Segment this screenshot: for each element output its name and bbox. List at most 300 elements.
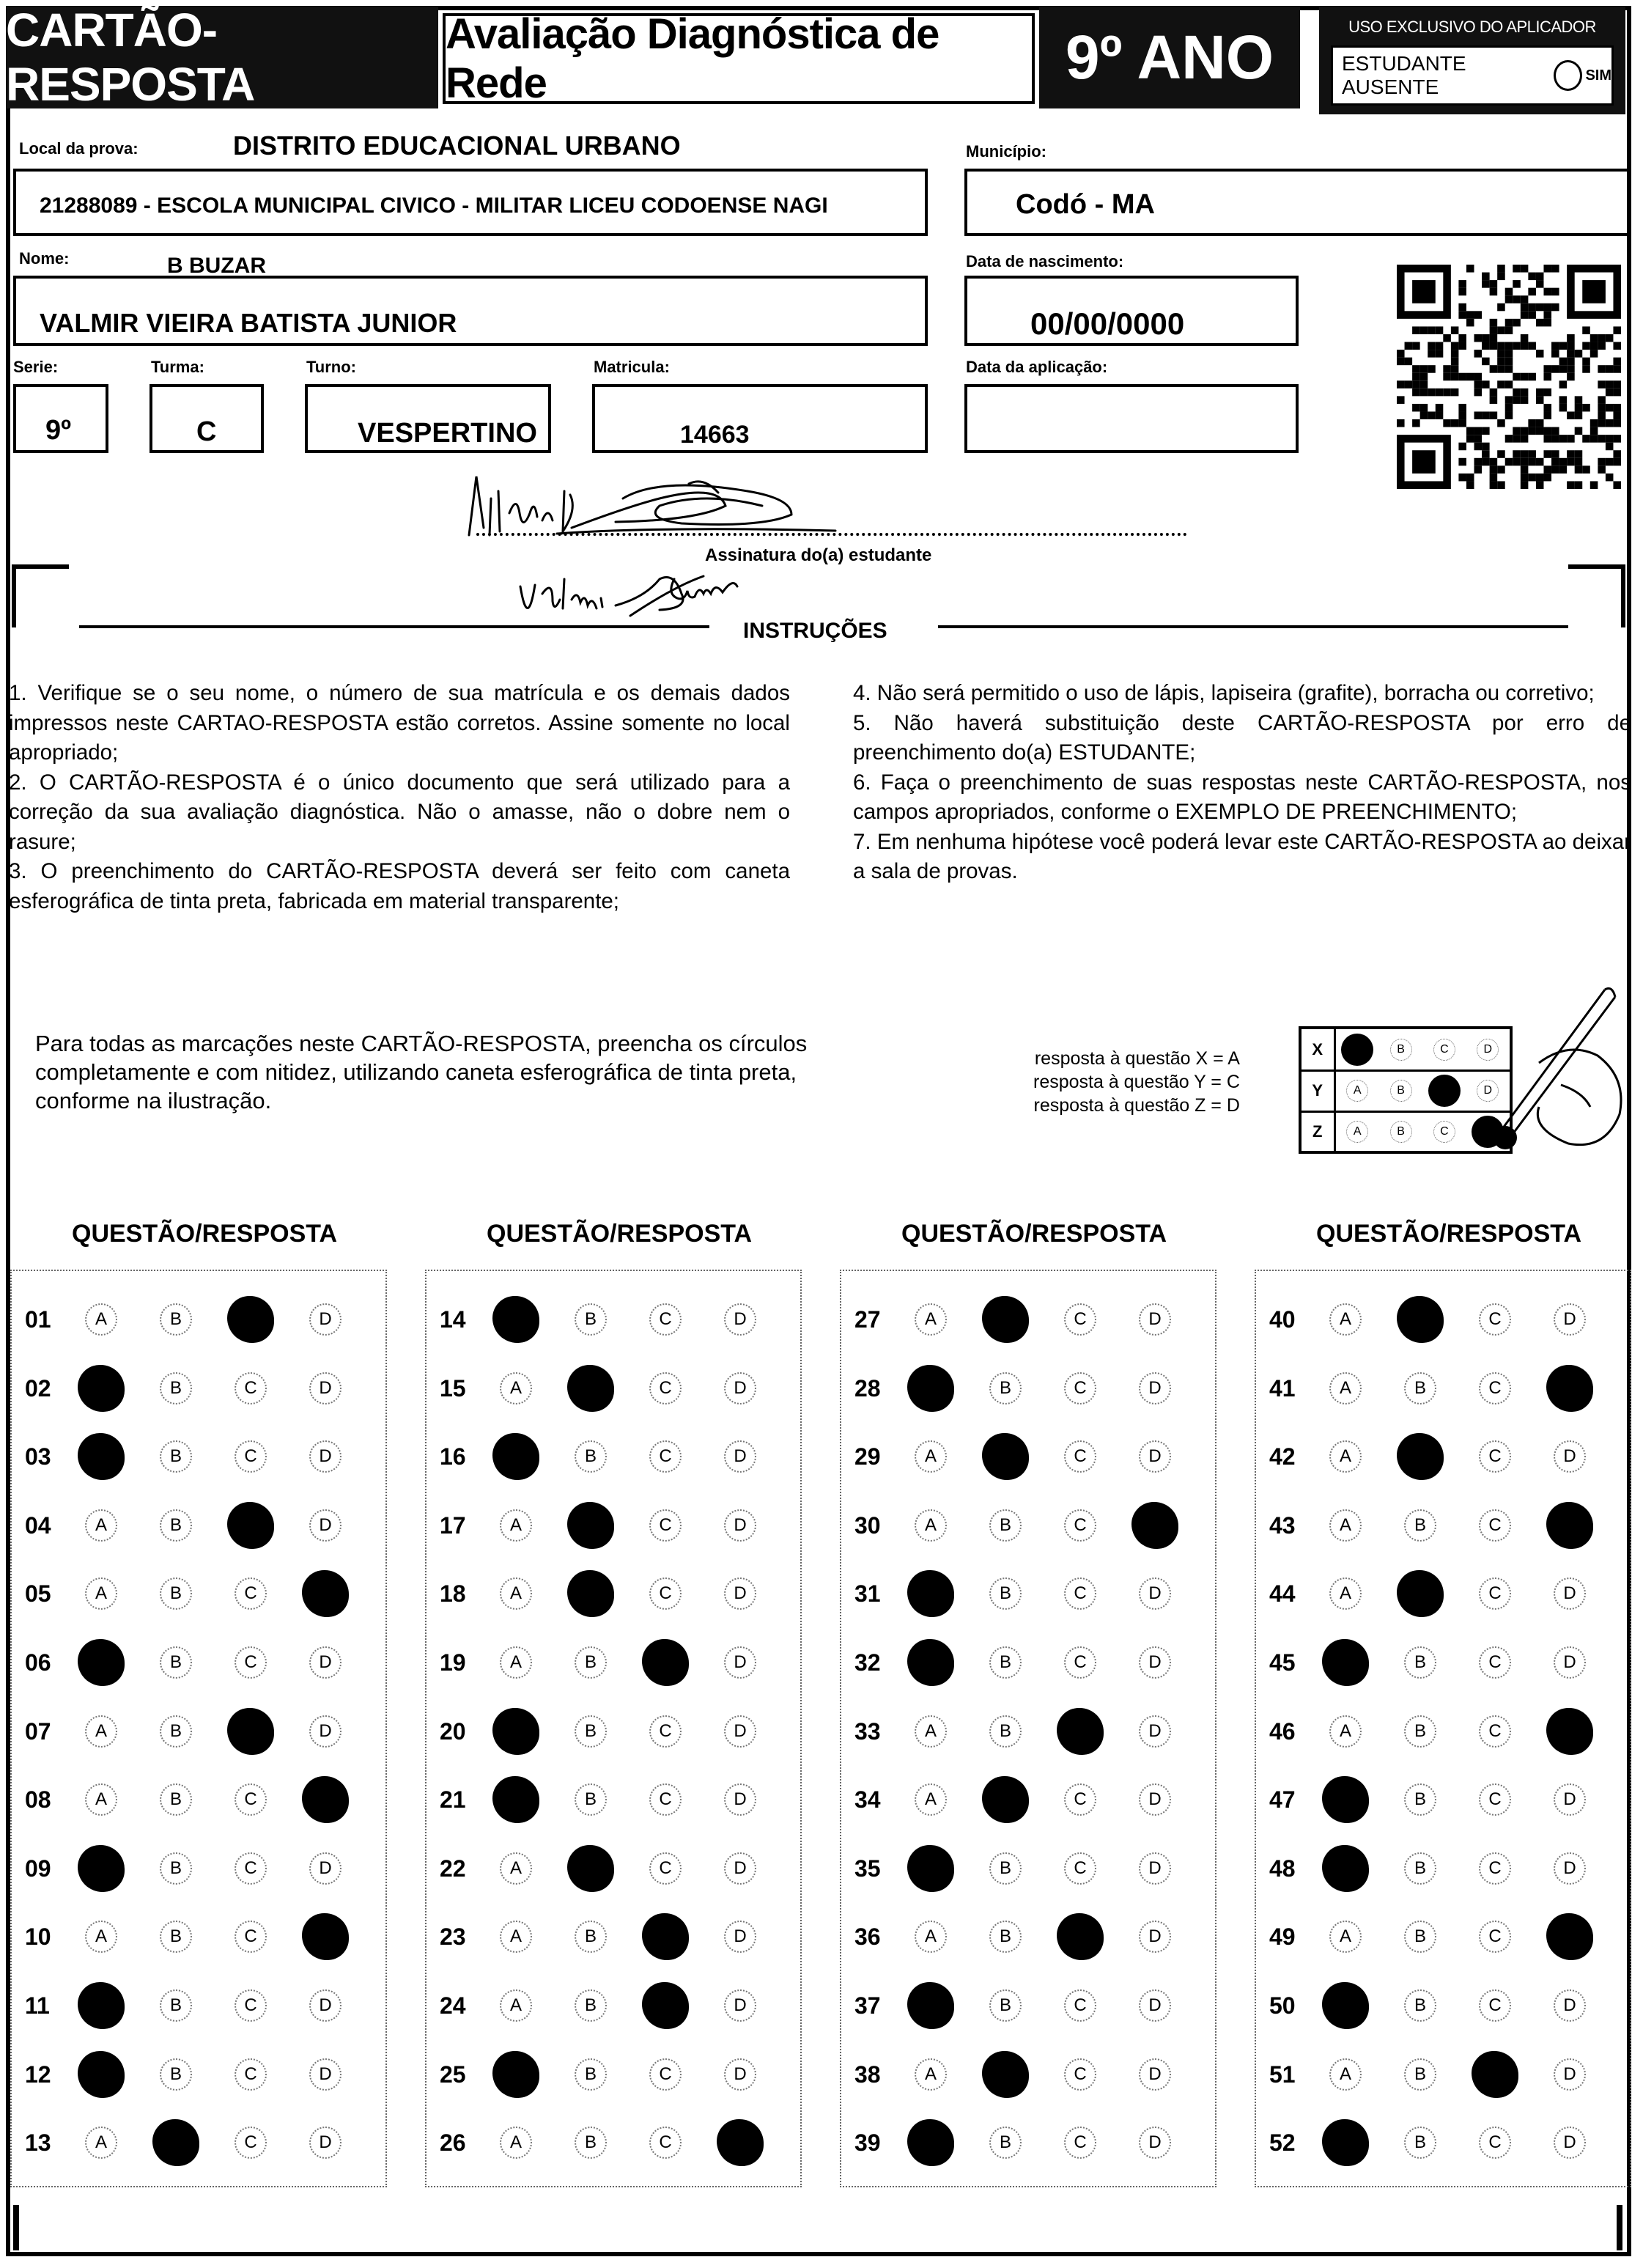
answer-option-letter: D [734,1995,747,2015]
answer-bubble-filled[interactable] [492,1776,539,1823]
answer-option-letter: A [509,1514,522,1535]
answer-bubble-filled[interactable] [1322,1776,1369,1823]
answer-bubble[interactable] [575,1646,607,1679]
answer-bubble-filled[interactable] [982,1296,1029,1343]
question-number: 26 [440,2129,466,2157]
answer-option-letter: B [584,2132,597,2153]
answer-bubble[interactable] [649,1372,682,1404]
question-number: 19 [440,1649,466,1676]
answer-bubble[interactable] [1139,1852,1171,1885]
answer-option-letter: D [319,1514,332,1535]
answer-bubble[interactable] [1064,2058,1096,2091]
aplicacao-label: Data da aplicação: [966,358,1108,376]
answer-bubble[interactable] [235,1440,267,1473]
answer-option-letter: D [319,1377,332,1398]
answer-bubble[interactable] [160,1303,192,1336]
answer-bubble-filled[interactable] [227,1296,274,1343]
answer-bubble[interactable] [500,1372,532,1404]
answer-bubble[interactable] [235,1989,267,2022]
answer-option-letter: A [509,1858,522,1878]
answer-option-letter: D [319,1720,332,1741]
answer-bubble[interactable] [989,1989,1022,2022]
answer-bubble-filled[interactable] [907,1365,954,1412]
answer-bubble[interactable] [915,2058,947,2091]
answer-bubble-filled[interactable] [907,1639,954,1686]
answer-bubble[interactable] [235,1783,267,1816]
answer-bubble[interactable] [235,1646,267,1679]
example-filled-bubble [1428,1075,1461,1107]
answer-bubble[interactable] [309,1715,341,1748]
answer-bubble[interactable] [989,1852,1022,1885]
answer-bubble[interactable] [1554,1783,1586,1816]
answer-bubble[interactable] [309,2127,341,2159]
answer-bubble-filled[interactable] [492,1433,539,1480]
question-number: 38 [854,2061,881,2088]
answer-bubble-filled[interactable] [907,1982,954,2029]
answer-bubble[interactable] [989,1646,1022,1679]
answer-option-letter: B [169,1377,182,1398]
answer-bubble[interactable] [1329,1440,1362,1473]
answer-bubble[interactable] [1139,1440,1171,1473]
answer-bubble[interactable] [1554,1989,1586,2022]
answer-bubble[interactable] [1404,1715,1436,1748]
answer-bubble[interactable] [1404,2058,1436,2091]
answer-bubble[interactable] [85,1509,117,1542]
answer-bubble[interactable] [160,1783,192,1816]
answer-bubble-filled[interactable] [227,1708,274,1755]
answer-option-letter: D [1563,1652,1576,1672]
answer-option-letter: B [169,1789,182,1810]
answer-option-letter: A [924,1514,937,1535]
answer-option-letter: C [1074,1652,1087,1672]
answer-bubble[interactable] [1554,2127,1586,2159]
answer-option-letter: C [1488,1789,1502,1810]
answer-option-letter: D [734,1858,747,1878]
answer-bubble[interactable] [1064,2127,1096,2159]
answer-bubble[interactable] [160,1440,192,1473]
answer-option-letter: B [169,1926,182,1947]
answer-bubble[interactable] [575,1303,607,1336]
answer-bubble-filled[interactable] [567,1502,614,1549]
answer-option-letter: D [319,2063,332,2084]
answer-option-letter: C [1488,1858,1502,1878]
answer-bubble-filled[interactable] [1546,1502,1593,1549]
answer-bubble[interactable] [235,1852,267,1885]
answer-bubble[interactable] [1554,1440,1586,1473]
answer-bubble[interactable] [85,1303,117,1336]
answer-bubble[interactable] [649,1852,682,1885]
question-number: 44 [1269,1580,1296,1608]
question-number: 39 [854,2129,881,2157]
answer-bubble-filled[interactable] [492,2051,539,2098]
answer-option-letter: B [999,2132,1011,2153]
question-number: 43 [1269,1512,1296,1539]
answer-option-letter: C [1074,2132,1087,2153]
answer-bubble-filled[interactable] [78,2051,125,2098]
question-number: 04 [25,1512,51,1539]
answer-bubble[interactable] [724,1440,756,1473]
answer-bubble-filled[interactable] [78,1433,125,1480]
answer-option-letter: B [1414,1720,1426,1741]
answer-bubble[interactable] [1139,1303,1171,1336]
answer-bubble[interactable] [1554,1646,1586,1679]
answer-bubble-filled[interactable] [492,1708,539,1755]
turno-label: Turno: [306,358,357,376]
example-response-x: resposta à questão X = A [1034,1048,1240,1069]
answer-bubble[interactable] [160,2058,192,2091]
answer-bubble-filled[interactable] [907,1845,954,1892]
answer-bubble[interactable] [649,1303,682,1336]
answer-bubble[interactable] [724,1372,756,1404]
answer-bubble[interactable] [575,1440,607,1473]
answer-bubble[interactable] [1139,1989,1171,2022]
answer-option-letter: D [1148,1720,1162,1741]
answer-option-letter: C [659,1583,672,1604]
answer-bubble[interactable] [724,1715,756,1748]
answer-option-letter: C [1074,1995,1087,2015]
answer-bubble[interactable] [649,2127,682,2159]
instructions-bracket-left [12,564,69,627]
example-option [1379,1121,1422,1143]
answer-bubble[interactable] [1139,2058,1171,2091]
answer-option-letter: C [1074,1858,1087,1878]
answer-option-letter: B [999,1995,1011,2015]
answer-bubble[interactable] [160,1852,192,1885]
answer-option-letter: B [584,1789,597,1810]
answer-option-letter: D [1563,1446,1576,1467]
answer-bubble[interactable] [915,1783,947,1816]
answer-bubble[interactable] [575,1989,607,2022]
serie-label: Serie: [13,358,59,376]
answer-bubble[interactable] [575,1715,607,1748]
answer-option-letter: C [659,1377,672,1398]
answer-bubble[interactable] [1139,1372,1171,1404]
answer-bubble[interactable] [500,1646,532,1679]
example-option [1336,1080,1379,1102]
answer-bubble[interactable] [989,1715,1022,1748]
answer-option-letter: D [734,1583,747,1604]
answer-bubble[interactable] [85,1715,117,1748]
question-number: 03 [25,1443,51,1470]
answer-bubble[interactable] [1064,1372,1096,1404]
answer-option-letter: D [734,1309,747,1329]
answer-bubble[interactable] [309,1440,341,1473]
answer-option-letter: B [999,1583,1011,1604]
signature-line [476,533,1187,536]
answer-option-letter: C [1074,1789,1087,1810]
answer-bubble[interactable] [1139,2127,1171,2159]
absent-bubble[interactable] [1554,60,1582,91]
answer-bubble[interactable] [989,1372,1022,1404]
answer-bubble[interactable] [724,1646,756,1679]
answer-bubble[interactable] [1404,1852,1436,1885]
question-number: 21 [440,1786,466,1814]
answer-bubble[interactable] [649,1715,682,1748]
example-bubble: C [1433,1121,1455,1143]
answer-bubble-filled[interactable] [1397,1433,1444,1480]
answer-bubble[interactable] [724,1783,756,1816]
answer-bubble[interactable] [1404,1989,1436,2022]
example-responses [1033,1047,1240,1117]
answer-bubble[interactable] [309,1646,341,1679]
answer-bubble[interactable] [1329,1509,1362,1542]
answer-option-letter: C [659,1789,672,1810]
answer-bubble-filled[interactable] [78,1845,125,1892]
question-number: 33 [854,1717,881,1745]
instruction-1: 1. Verifique se o seu nome, o número de sua matrícula e os demais dados impressos neste CARTAO-RESPOSTA estão corretos. Assine somente no local apropriado; [9,681,790,765]
answer-bubble-filled[interactable] [907,2119,954,2166]
answer-option-letter: C [244,1858,257,1878]
answer-option-letter: B [999,1926,1011,1947]
answer-bubble-filled[interactable] [1322,2119,1369,2166]
answer-option-letter: D [1563,1789,1576,1810]
answer-bubble[interactable] [1064,1646,1096,1679]
grade-label: 9º ANO [1039,6,1300,108]
answer-bubble[interactable] [309,1372,341,1404]
answer-option-letter: B [169,1514,182,1535]
answer-bubble[interactable] [85,1783,117,1816]
answer-bubble[interactable] [1479,1440,1511,1473]
answer-bubble-filled[interactable] [1057,1708,1104,1755]
answer-bubble-filled[interactable] [1322,1982,1369,2029]
instructions-left-column [9,679,790,916]
answer-bubble[interactable] [1554,2058,1586,2091]
answer-bubble-filled[interactable] [1546,1708,1593,1755]
answer-bubble[interactable] [915,1509,947,1542]
answer-bubble-filled[interactable] [1397,1296,1444,1343]
answer-bubble[interactable] [1479,1646,1511,1679]
answer-bubble[interactable] [724,1852,756,1885]
answer-bubble-filled[interactable] [78,1639,125,1686]
answer-option-letter: B [169,2063,182,2084]
answer-bubble[interactable] [1404,1372,1436,1404]
school-value: 21288089 - ESCOLA MUNICIPAL CIVICO - MILITAR LICEU CODOENSE NAGI [40,194,828,218]
answer-bubble[interactable] [1479,1303,1511,1336]
answer-bubble[interactable] [1479,1509,1511,1542]
answer-bubble[interactable] [575,1783,607,1816]
question-number: 06 [25,1649,51,1676]
example-bubble: C [1433,1039,1455,1061]
answer-option-letter: C [1488,1995,1502,2015]
answer-bubble[interactable] [1064,1440,1096,1473]
answer-bubble[interactable] [160,1372,192,1404]
example-response-y: resposta à questão Y = C [1033,1072,1240,1092]
answer-bubble-filled[interactable] [492,1296,539,1343]
answer-bubble[interactable] [649,2058,682,2091]
answer-bubble-filled[interactable] [1472,2051,1518,2098]
answer-bubble[interactable] [915,1303,947,1336]
answer-bubble[interactable] [85,2127,117,2159]
answer-bubble[interactable] [1554,1852,1586,1885]
answer-bubble[interactable] [235,2058,267,2091]
question-number: 12 [25,2061,51,2088]
answer-bubble[interactable] [160,1715,192,1748]
answer-bubble[interactable] [235,1372,267,1404]
answer-option-letter: A [509,2132,522,2153]
answer-bubble[interactable] [649,1509,682,1542]
answer-bubble-filled[interactable] [717,2119,764,2166]
question-number: 42 [1269,1443,1296,1470]
question-number: 14 [440,1306,466,1333]
answer-option-letter: C [1488,1446,1502,1467]
answer-bubble[interactable] [649,1440,682,1473]
answer-bubble[interactable] [989,1509,1022,1542]
answer-bubble[interactable] [160,1509,192,1542]
answer-bubble[interactable] [1064,1303,1096,1336]
answer-bubble[interactable] [1404,1783,1436,1816]
question-number: 16 [440,1443,466,1470]
answer-bubble-filled[interactable] [642,1639,689,1686]
answer-bubble-filled[interactable] [152,2119,199,2166]
answer-option-letter: D [1563,1309,1576,1329]
matricula-label: Matricula: [594,358,670,376]
answer-bubble[interactable] [1064,1783,1096,1816]
answer-bubble-filled[interactable] [302,1776,349,1823]
answer-option-letter: A [924,1789,937,1810]
answer-option-letter: D [319,1858,332,1878]
answer-option-letter: D [734,1720,747,1741]
question-number: 48 [1269,1855,1296,1882]
answer-option-letter: B [1414,1926,1426,1947]
answer-option-letter: C [1488,1926,1502,1947]
answer-option-letter: D [734,1377,747,1398]
answer-bubble[interactable] [1139,1783,1171,1816]
answer-bubble[interactable] [724,2058,756,2091]
answer-bubble[interactable] [309,2058,341,2091]
instruction-4: 4. Não será permitido o uso de lápis, lapiseira (grafite), borracha ou corretivo; [853,681,1595,705]
answer-option-letter: C [244,2132,257,2153]
example-bubble: B [1390,1039,1412,1061]
pen-hand-illustration [1458,982,1634,1173]
answer-bubble[interactable] [309,1509,341,1542]
absent-option: SIM [1585,67,1611,84]
answer-option-letter: A [95,2132,107,2153]
answer-option-letter: B [169,1858,182,1878]
answer-bubble[interactable] [1329,1372,1362,1404]
question-number: 28 [854,1374,881,1402]
answer-bubble[interactable] [1329,1303,1362,1336]
answer-bubble[interactable] [500,1852,532,1885]
answer-option-letter: B [999,1858,1011,1878]
answer-option-letter: C [1074,2063,1087,2084]
answer-bubble-filled[interactable] [982,1433,1029,1480]
answer-bubble-filled[interactable] [1322,1639,1369,1686]
question-number: 32 [854,1649,881,1676]
answer-bubble-filled[interactable] [1131,1502,1178,1549]
answer-bubble[interactable] [160,1989,192,2022]
answer-bubble[interactable] [1479,1783,1511,1816]
answer-bubble[interactable] [1064,1852,1096,1885]
example-filled-bubble [1341,1034,1373,1066]
column-header: QUESTÃO/RESPOSTA [901,1220,1167,1248]
exam-title: Avaliação Diagnóstica de Rede [443,13,1035,104]
answer-option-letter: B [584,1926,597,1947]
answer-bubble[interactable] [235,2127,267,2159]
answer-bubble[interactable] [915,1440,947,1473]
turno-value: VESPERTINO [358,418,537,449]
answer-bubble[interactable] [1404,1509,1436,1542]
answer-bubble[interactable] [1479,1852,1511,1885]
answer-bubble[interactable] [1064,1509,1096,1542]
matricula-value: 14663 [680,421,750,449]
answer-option-letter: A [509,1652,522,1672]
answer-option-letter: C [659,2063,672,2084]
question-number: 40 [1269,1306,1296,1333]
answer-bubble[interactable] [1139,1715,1171,1748]
answer-bubble[interactable] [1329,2058,1362,2091]
answer-bubble-filled[interactable] [227,1502,274,1549]
answer-bubble-filled[interactable] [567,1365,614,1412]
example-bubble: D [1477,1080,1499,1102]
answer-option-letter: C [1488,1583,1502,1604]
bottom-marker-right [1617,2205,1622,2250]
answer-bubble[interactable] [309,1303,341,1336]
answer-bubble-filled[interactable] [982,1776,1029,1823]
answer-option-letter: A [95,1789,107,1810]
answer-bubble[interactable] [1064,1989,1096,2022]
instruction-6: 6. Faça o preenchimento de suas respostas neste CARTÃO-RESPOSTA, nos campos apropriados, conforme o EXEMPLO DE PREENCHIMENTO; [853,770,1631,824]
question-number: 45 [1269,1649,1296,1676]
matricula-box [592,384,928,453]
answer-option-letter: B [1414,2132,1426,2153]
answer-option-letter: D [1148,1995,1162,2015]
answer-bubble-filled[interactable] [567,1845,614,1892]
answer-option-letter: B [584,1446,597,1467]
answer-bubble-filled[interactable] [1322,1845,1369,1892]
answer-bubble[interactable] [1139,1646,1171,1679]
answer-bubble-filled[interactable] [78,1982,125,2029]
answer-bubble[interactable] [1404,2127,1436,2159]
answer-bubble[interactable] [1479,2127,1511,2159]
answer-bubble-filled[interactable] [1546,1365,1593,1412]
answer-bubble[interactable] [649,1783,682,1816]
answer-option-letter: D [1148,1309,1162,1329]
answer-bubble[interactable] [500,1989,532,2022]
answer-option-letter: A [1339,1377,1351,1398]
answer-bubble[interactable] [1479,1989,1511,2022]
answer-bubble-filled[interactable] [982,2051,1029,2098]
answer-bubble[interactable] [160,1646,192,1679]
example-bubble: A [1346,1121,1368,1143]
answer-bubble[interactable] [724,1509,756,1542]
question-number: 18 [440,1580,466,1608]
answer-bubble[interactable] [500,1509,532,1542]
answer-option-letter: C [1488,1309,1502,1329]
answer-option-letter: B [584,1995,597,2015]
answer-bubble[interactable] [575,2058,607,2091]
answer-bubble[interactable] [1554,1303,1586,1336]
answer-option-letter: C [659,1720,672,1741]
answer-bubble[interactable] [309,1852,341,1885]
answer-bubble[interactable] [724,1303,756,1336]
answer-bubble-filled[interactable] [642,1982,689,2029]
answer-bubble-filled[interactable] [78,1365,125,1412]
answer-bubble[interactable] [724,1989,756,2022]
answer-bubble[interactable] [1479,1715,1511,1748]
question-number: 52 [1269,2129,1296,2157]
answer-bubble[interactable] [575,2127,607,2159]
answer-bubble[interactable] [915,1715,947,1748]
answer-option-letter: A [509,1583,522,1604]
answer-bubble[interactable] [1329,1715,1362,1748]
answer-bubble[interactable] [1479,1372,1511,1404]
answer-bubble[interactable] [1404,1646,1436,1679]
answer-bubble[interactable] [309,1989,341,2022]
answer-bubble[interactable] [989,2127,1022,2159]
nome-handwritten: B BUZAR [167,254,266,278]
instruction-2: 2. O CARTÃO-RESPOSTA é o único documento que será utilizado para a correção da sua avaliação diagnóstica. Não o amasse, não o dobre nem o rasure; [9,770,790,854]
answer-bubble[interactable] [500,2127,532,2159]
